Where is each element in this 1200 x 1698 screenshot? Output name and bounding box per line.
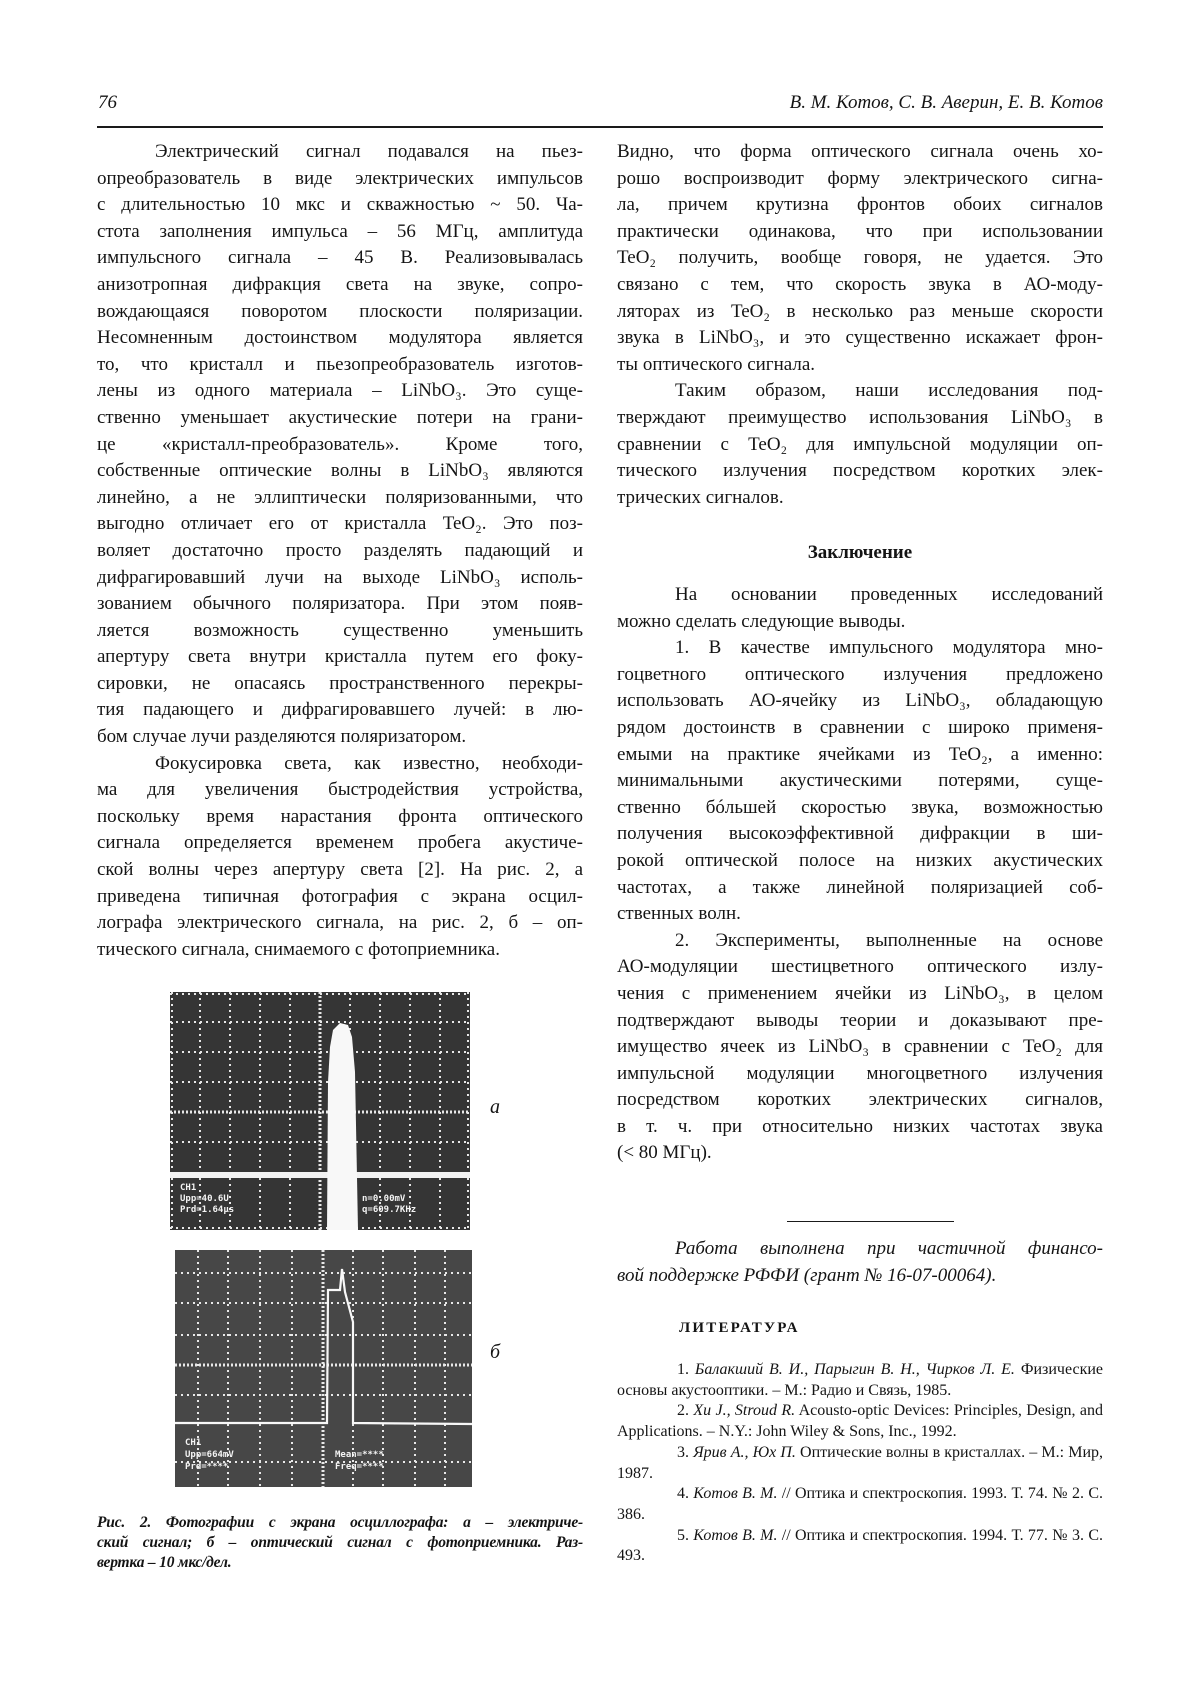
readout-upp: Upp=40.6U [180,1194,229,1204]
text-line: це «кристалл-преобразователь». Кроме того, [97,432,583,459]
text-line: линейно, а не эллиптически поляризованными, что [97,485,583,512]
references-list [617,1360,1103,1567]
reference-number: 3. [677,1444,689,1461]
readout-upp: Upp=664mV [185,1450,234,1460]
text-line: 2. Эксперименты, выполненные на основе [617,928,1103,955]
reference-authors: Котов В. М. [693,1527,777,1544]
text-line: имущество ячеек из LiNbO₃ в сравнении с TeO₂ для [617,1034,1103,1061]
reference-authors: Балакший В. И., Парыгин В. Н., Чирков Л. Е. [695,1361,1015,1378]
reference-item [617,1401,1103,1442]
text-line: сировки, не опасаясь пространственного перекры- [97,671,583,698]
text-line: ственно бóльшей скоростью звука, возможностью [617,795,1103,822]
text-line: На основании проведенных исследований [617,582,1103,609]
text-line: звука в LiNbO₃, и это существенно искажает фрон- [617,325,1103,352]
caption-line: Рис. 2. Фотографии с экрана осциллографа: а – электриче- [97,1513,583,1533]
text-line: воляет достаточно просто разделять падающий и [97,538,583,565]
text-line: тия падающего и дифрагировавшего лучей: в лю- [97,697,583,724]
text-line: можно сделать следующие выводы. [617,609,1103,636]
text-line: ты оптического сигнала. [617,352,1103,379]
text-line: рядом достоинств в сравнении с широко применя- [617,715,1103,742]
reference-source: // Оптика и спектроскопия. 1993. Т. 74. № 2. С. 386. [617,1485,1103,1523]
figure-label-a: а [490,1095,500,1119]
text-line: тического излучения посредством коротких элек- [617,458,1103,485]
readout-prd: Prd=1.64μs [180,1205,234,1215]
reference-number: 4. [677,1485,689,1502]
text-line: рошо воспроизводит форму электрического сигна- [617,166,1103,193]
reference-number: 5. [677,1527,689,1544]
text-line: ла, причем крутизна фронтов обоих сигналов [617,192,1103,219]
text-line: практически одинакова, что при использовании [617,219,1103,246]
pulse-trace [327,1023,358,1230]
reference-source: // Оптика и спектроскопия. 1994. Т. 77. № 3. С. 493. [617,1527,1103,1565]
figure-caption [97,1513,583,1573]
text-line: лографа электрического сигнала, на рис. 2, б – оп- [97,910,583,937]
reference-item [617,1360,1103,1401]
text-line: собственные оптические волны в LiNbO₃ являются [97,458,583,485]
text-line: Электрический сигнал подавался на пьез- [97,139,583,166]
text-line: рокой оптической полосе на низких акустических [617,848,1103,875]
text-line: дифрагировавший лучи на выходе LiNbO₃ исполь- [97,565,583,592]
text-line: Фокусировка света, как известно, необходи- [97,751,583,778]
reference-number: 1. [677,1361,689,1378]
left-column-text [97,139,583,963]
right-column-text [617,139,1103,511]
text-line: опреобразователь в виде электрических импульсов [97,166,583,193]
acknowledgement-line: вой поддержке РФФИ (грант № 16-07-00064). [617,1263,1103,1290]
text-line: сигнала определяется временем пробега акустиче- [97,830,583,857]
text-line: лены из одного материала – LiNbO₃. Это суще- [97,378,583,405]
text-line: емыми на практике ячейками из TeO₂, а именно: [617,742,1103,769]
readout-mean: n=0.00mV [362,1194,406,1204]
text-line: минимальными акустическими потерями, суще- [617,768,1103,795]
reference-authors: Котов В. М. [693,1485,777,1502]
text-line: гоцветного оптического излучения предложено [617,662,1103,689]
text-line: импульсной модуляции многоцветного излучения [617,1061,1103,1088]
text-line: импульсного сигнала – 45 В. Реализовывалась [97,245,583,272]
text-line: связано с тем, что скорость звука в АО-моду- [617,272,1103,299]
text-line: апертуру света внутри кристалла путем его фоку- [97,644,583,671]
text-line: Таким образом, наши исследования под- [617,378,1103,405]
text-line: ляторах из TeO₂ в несколько раз меньше скорости [617,299,1103,326]
references-heading: ЛИТЕРАТУРА [679,1318,800,1338]
oscilloscope-screen-electrical [170,992,470,1230]
text-line: то, что кристалл и пьезопреобразователь изготов- [97,352,583,379]
text-line: поскольку время нарастания фронта оптического [97,804,583,831]
text-line: ляется возможность существенно уменьшить [97,618,583,645]
text-line: стота заполнения импульса – 56 МГц, амплитуда [97,219,583,246]
text-line: использовать АО-ячейку из LiNbO₃, обладающую [617,688,1103,715]
reference-item [617,1484,1103,1525]
caption-line: ский сигнал; б – оптический сигнал с фотоприемника. Раз- [97,1533,583,1553]
text-line: АО-модуляции шестицветного оптического излу- [617,954,1103,981]
text-line: 1. В качестве импульсного модулятора мно- [617,635,1103,662]
text-line: выгодно отличает его от кристалла TeO₂. Это поз- [97,511,583,538]
acknowledgement-line: Работа выполнена при частичной финансо- [617,1236,1103,1263]
text-line: (< 80 МГц). [617,1140,1103,1167]
text-line: получения высокоэффективной дифракции в ши- [617,821,1103,848]
reference-source: Оптические волны в кристаллах. – М.: Мир, 1987. [617,1444,1103,1482]
text-line: ственно уменьшает акустические потери на грани- [97,405,583,432]
acknowledgement [617,1236,1103,1289]
caption-line: вертка – 10 мкс/дел. [97,1553,583,1573]
text-line: подтверждают выводы теории и доказывают пре- [617,1008,1103,1035]
reference-source: Физические основы акустооптики. – М.: Радио и Связь, 1985. [617,1361,1103,1399]
readout-freq: Freq=**** [335,1462,384,1472]
section-heading-conclusion: Заключение [617,540,1103,567]
reference-item [617,1443,1103,1484]
text-line: ма для увеличения быстродействия устройства, [97,777,583,804]
conclusion-text [617,582,1103,1167]
reference-authors: Xu J., Stroud R. [693,1402,795,1419]
readout-channel: CH1 [185,1438,201,1448]
text-line: с длительностью 10 мкс и скважностью ~ 50. Ча- [97,192,583,219]
readout-prd: Prd=**** [185,1462,228,1472]
text-line: тического сигнала, снимаемого с фотоприемника. [97,937,583,964]
text-line: Видно, что форма оптического сигнала очень хо- [617,139,1103,166]
page-number: 76 [98,90,117,116]
text-line: приведена типичная фотография с экрана осцил- [97,884,583,911]
text-line: ской волны через апертуру света [2]. На рис. 2, а [97,857,583,884]
text-line: чения с применением ячейки из LiNbO₃, в целом [617,981,1103,1008]
text-line: в т. ч. при относительно низких частотах звука [617,1114,1103,1141]
running-head-authors: В. М. Котов, С. В. Аверин, Е. В. Котов [790,90,1103,116]
text-line: бом случае лучи разделяются поляризатором. [97,724,583,751]
text-line: зованием обычного поляризатора. При этом появ- [97,591,583,618]
figure-label-b: б [490,1340,500,1364]
reference-authors: Ярив А., Юх П. [693,1444,796,1461]
text-line: сравнении с TeO₂ для импульсной модуляции оп- [617,432,1103,459]
oscilloscope-screen-optical [175,1250,472,1487]
text-line: частотах, а также линейной поляризацией соб- [617,875,1103,902]
readout-channel: CH1 [180,1183,196,1193]
text-line: анизотропная дифракция света на звуке, сопро- [97,272,583,299]
header-rule [97,126,1103,128]
text-line: Несомненным достоинством модулятора является [97,325,583,352]
text-line: трических сигналов. [617,485,1103,512]
reference-item [617,1526,1103,1567]
text-line: TeO₂ получить, вообще говоря, не удается. Это [617,245,1103,272]
oscillogram-a [170,992,470,1235]
oscillogram-b [175,1250,472,1492]
text-line: ственных волн. [617,901,1103,928]
readout-freq: q=609.7KHz [362,1205,416,1215]
reference-source: Acousto-optic Devices: Principles, Design, and Applications. – N.Y.: John Wiley & Sons, Inc., 1992. [617,1402,1103,1440]
text-line: тверждают преимущество использования LiNbO₃ в [617,405,1103,432]
readout-separator [170,1172,470,1178]
reference-number: 2. [677,1402,689,1419]
text-line: посредством коротких электрических сигналов, [617,1087,1103,1114]
text-line: вождающаяся поворотом плоскости поляризации. [97,299,583,326]
readout-mean: Mean=**** [335,1450,384,1460]
separator-rule [787,1221,954,1222]
